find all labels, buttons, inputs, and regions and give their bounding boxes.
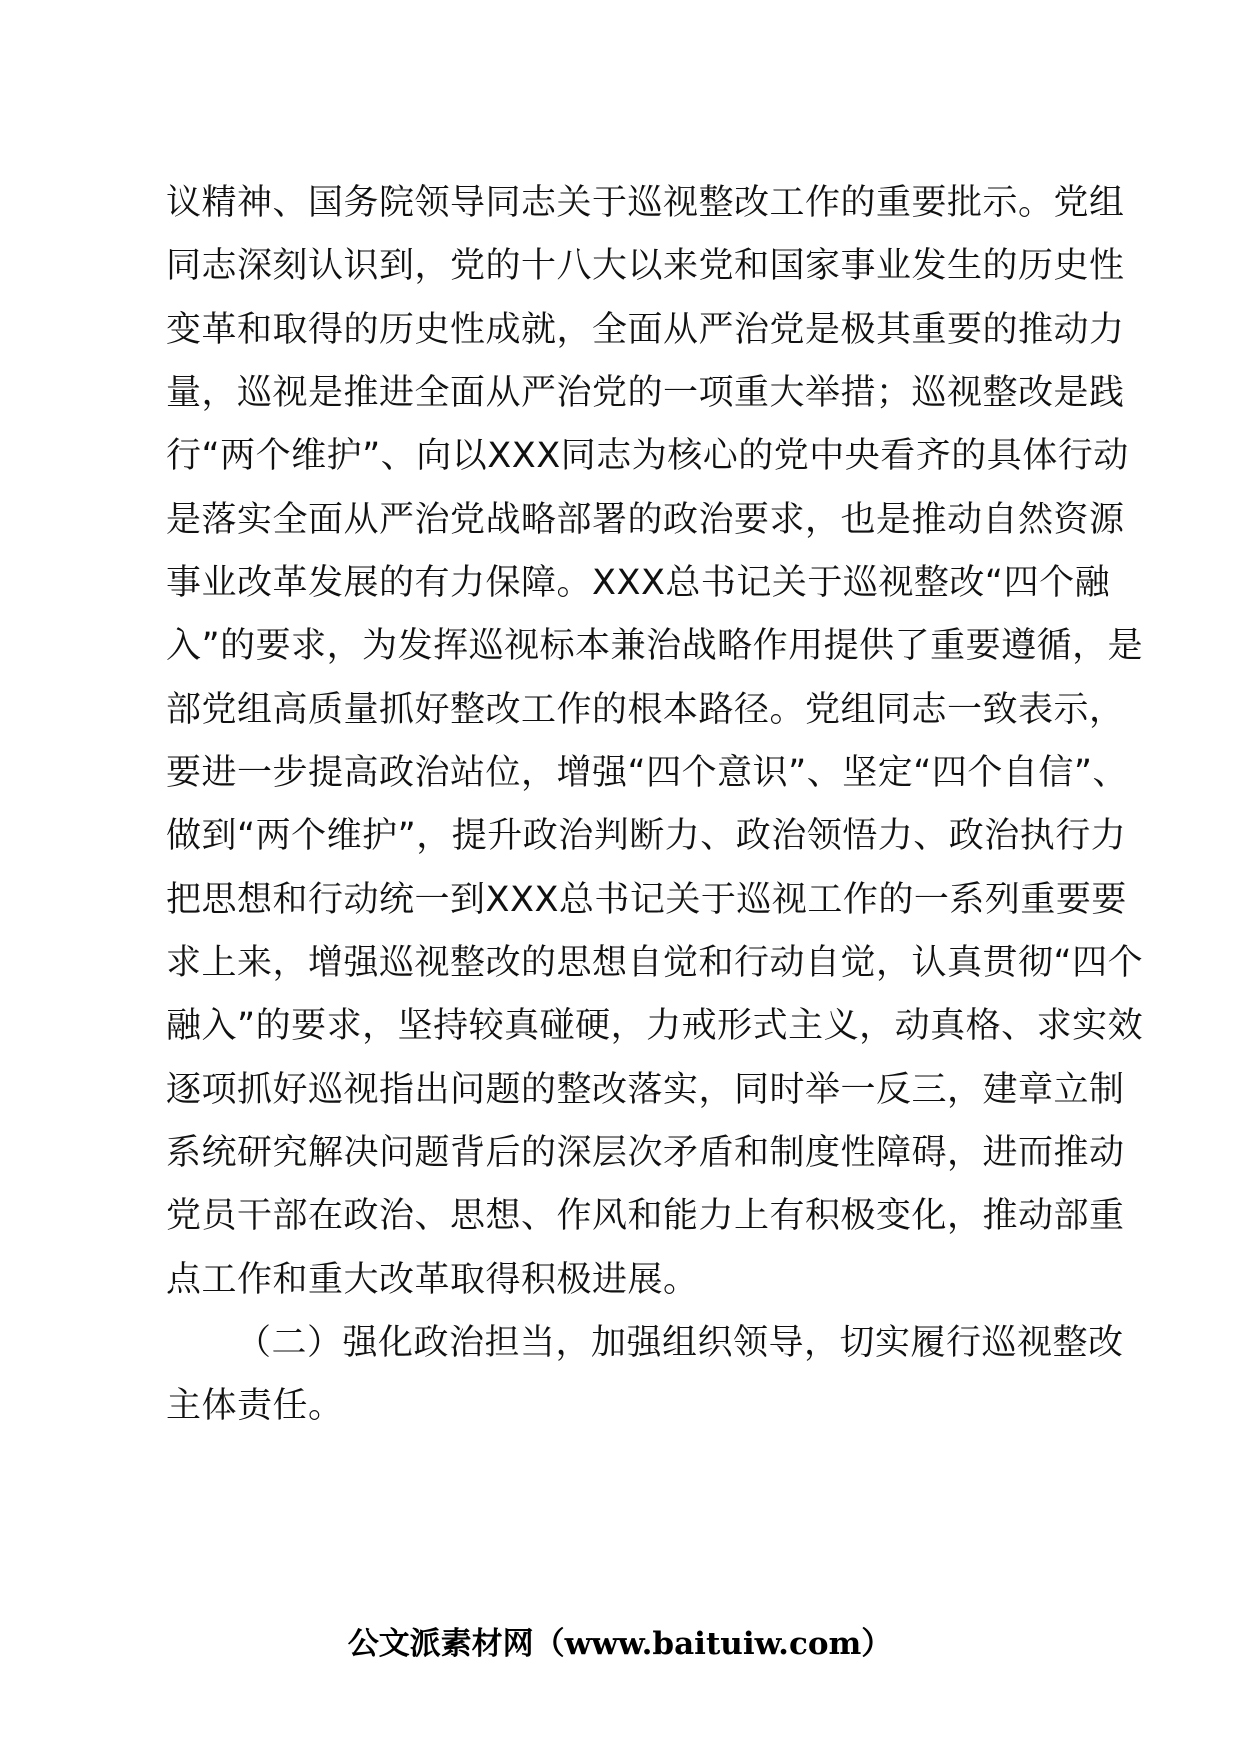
- text-line: 要进一步提高政治站位，增强“四个意识”、坚定“四个自信”、: [166, 753, 1129, 793]
- text-line: 逐项抓好巡视指出问题的整改落实，同时举一反三，建章立制: [166, 1070, 1125, 1110]
- text-line: 做到“两个维护”，提升政治判断力、政治领悟力、政治执行力: [166, 816, 1127, 856]
- text-line: 行“两个维护”、向以XXX同志为核心的党中央看齐的具体行动: [166, 436, 1129, 476]
- section-heading: （二）强化政治担当，加强组织领导，切实履行巡视整改: [236, 1323, 1124, 1363]
- footer-source: 公文派素材网（www.baituiw.com）: [347, 1626, 893, 1662]
- text-line: 入”的要求，为发挥巡视标本兼治战略作用提供了重要遵循，是: [166, 626, 1144, 666]
- text-line: 主体责任。: [166, 1386, 344, 1426]
- text-line: 量，巡视是推进全面从严治党的一项重大举措；巡视整改是践: [166, 373, 1125, 413]
- text-line: 点工作和重大改革取得积极进展。: [166, 1260, 699, 1300]
- text-line: 系统研究解决问题背后的深层次矛盾和制度性障碍，进而推动: [166, 1133, 1125, 1173]
- text-line: 求上来，增强巡视整改的思想自觉和行动自觉，认真贯彻“四个: [166, 943, 1144, 983]
- text-line: 议精神、国务院领导同志关于巡视整改工作的重要批示。党组: [166, 183, 1125, 223]
- text-line: 是落实全面从严治党战略部署的政治要求，也是推动自然资源: [166, 500, 1125, 540]
- text-line: 事业改革发展的有力保障。XXX总书记关于巡视整改“四个融: [166, 563, 1111, 603]
- text-line: 党员干部在政治、思想、作风和能力上有积极变化，推动部重: [166, 1196, 1125, 1236]
- text-line: 部党组高质量抓好整改工作的根本路径。党组同志一致表示，: [166, 690, 1125, 730]
- text-line: 融入”的要求，坚持较真碰硬，力戒形式主义，动真格、求实效: [166, 1006, 1144, 1046]
- text-line: 把思想和行动统一到XXX总书记关于巡视工作的一系列重要要: [166, 880, 1127, 920]
- text-line: 变革和取得的历史性成就，全面从严治党是极其重要的推动力: [166, 310, 1125, 350]
- text-line: 同志深刻认识到，党的十八大以来党和国家事业发生的历史性: [166, 246, 1125, 286]
